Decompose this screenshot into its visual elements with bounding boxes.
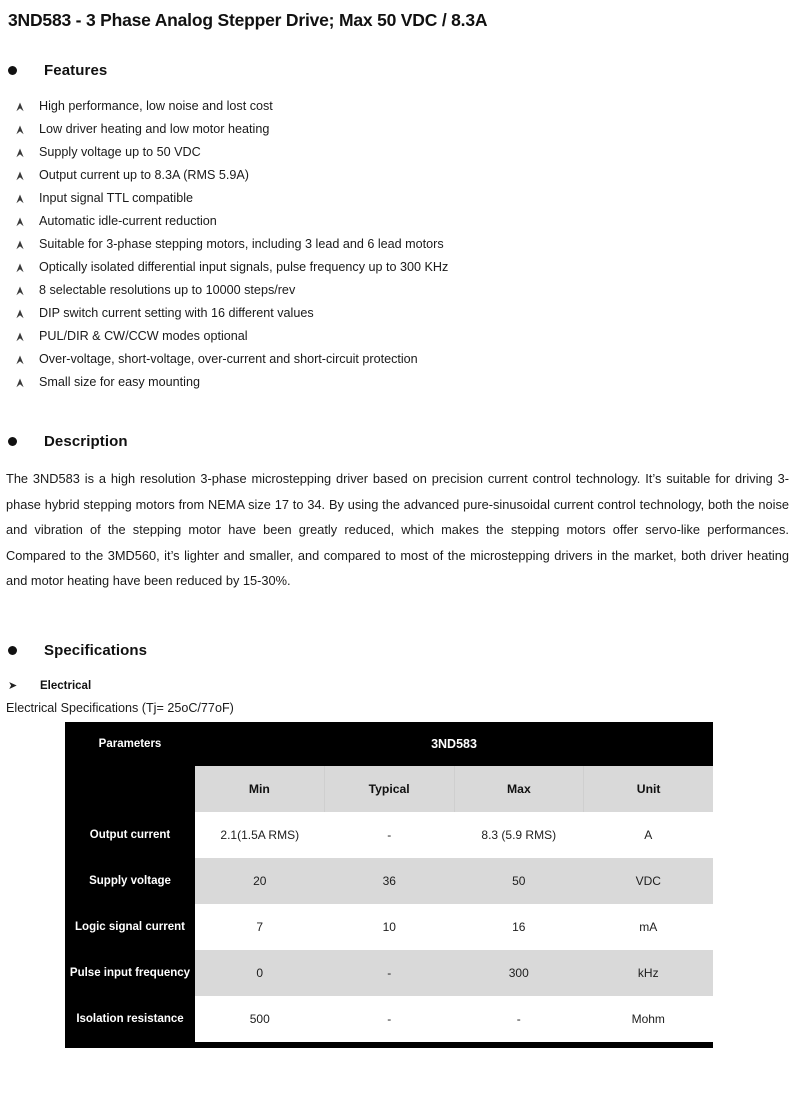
table-cell: mA [639, 920, 658, 934]
table-row [65, 858, 713, 904]
table-row-parameter: Output current [65, 812, 195, 858]
table-row [65, 812, 713, 858]
table-parameters-header-spacer [65, 766, 195, 812]
arrow-up-bullet-icon [15, 164, 27, 187]
table-cell: 7 [256, 920, 264, 934]
arrow-up-bullet-icon [15, 256, 27, 279]
table-cell: 20 [253, 874, 267, 888]
feature-list-item [0, 233, 700, 256]
table-cell: 8.3 (5.9 RMS) [481, 828, 557, 842]
arrow-up-bullet-icon [15, 325, 27, 348]
table-row-parameter: Logic signal current [65, 904, 195, 950]
table-row-parameter: Supply voltage [65, 858, 195, 904]
table-column-header: Max [454, 766, 584, 812]
table-row [65, 996, 713, 1042]
feature-list-item [0, 118, 700, 141]
arrow-up-bullet-icon [15, 95, 27, 118]
table-cell: 300 [508, 966, 529, 980]
sub-heading-label: Electrical [40, 680, 92, 692]
feature-list-item [0, 325, 700, 348]
arrow-up-bullet-icon [15, 348, 27, 371]
table-column-header: Unit [583, 766, 713, 812]
feature-list-item-label: Output current up to 8.3A (RMS 5.9A) [39, 168, 249, 182]
table-row [65, 950, 713, 996]
feature-list-item-label: Small size for easy mounting [39, 375, 200, 389]
feature-list-item-label: PUL/DIR & CW/CCW modes optional [39, 329, 248, 343]
description-paragraph: The 3ND583 is a high resolution 3-phase microstepping driver based on precision current control technology. It’s suitable for driving 3-phase hybrid stepping motors from NEMA size 17 to 34. By using the advanced pure-sinusoidal current control technology, both the noise and vibration of the stepping motor have been greatly reduced, which makes the stepping motors offer servo-like performances. Compared to the 3MD560, it’s lighter and smaller, and compared to most of the microstepping drivers in the market, both driver heating and motor heating have been reduced by 15-30%. [6, 471, 789, 588]
table-cell: - [387, 1012, 392, 1026]
feature-list-item [0, 141, 700, 164]
table-header-row [65, 722, 713, 766]
table-subheader-cells [195, 766, 713, 812]
table-cell: 10 [382, 920, 396, 934]
section-heading-specifications [8, 642, 147, 659]
feature-list-item-label: Input signal TTL compatible [39, 191, 194, 205]
feature-list-item-label: DIP switch current setting with 16 different values [39, 306, 314, 320]
table-row-parameter: Isolation resistance [65, 996, 195, 1042]
table-cell: VDC [635, 874, 661, 888]
arrow-up-bullet-icon [15, 302, 27, 325]
feature-list-item [0, 256, 700, 279]
table-model-header: 3ND583 [195, 722, 713, 766]
feature-list-item-label: 8 selectable resolutions up to 10000 steps/rev [39, 283, 296, 297]
table-row-cells [195, 812, 713, 858]
feature-list-item [0, 164, 700, 187]
arrow-up-bullet-icon [15, 118, 27, 141]
table-cell: 50 [512, 874, 526, 888]
feature-list-item-label: Automatic idle-current reduction [39, 214, 217, 228]
section-heading-label: Features [44, 62, 108, 79]
feature-list-item [0, 210, 700, 233]
filled-circle-bullet-icon [8, 646, 17, 655]
feature-list-item-label: Low driver heating and low motor heating [39, 122, 270, 136]
table-row-cells [195, 904, 713, 950]
spec-table-caption: Electrical Specifications (Tj= 25oC/77oF) [6, 701, 234, 715]
arrow-up-bullet-icon [15, 279, 27, 302]
feature-list-item [0, 279, 700, 302]
table-cell: 0 [256, 966, 264, 980]
table-parameters-header: Parameters [65, 722, 195, 766]
table-row-parameter: Pulse input frequency [65, 950, 195, 996]
electrical-specifications-table [65, 722, 713, 1048]
section-heading-label: Description [44, 433, 128, 450]
table-cell: - [387, 828, 392, 842]
section-heading-features [8, 62, 107, 79]
table-row-cells [195, 858, 713, 904]
table-cell: - [387, 966, 392, 980]
features-list [0, 95, 700, 394]
feature-list-item-label: Over-voltage, short-voltage, over-current and short-circuit protection [39, 352, 418, 366]
feature-list-item-label: Suitable for 3-phase stepping motors, including 3 lead and 6 lead motors [39, 237, 444, 251]
feature-list-item-label: Supply voltage up to 50 VDC [39, 145, 201, 159]
page-title: 3ND583 - 3 Phase Analog Stepper Drive; Max 50 VDC / 8.3A [8, 10, 488, 30]
table-cell: 16 [512, 920, 526, 934]
feature-list-item [0, 95, 700, 118]
feature-list-item [0, 302, 700, 325]
arrow-right-bullet-icon: ➤ [8, 680, 18, 692]
table-cell: - [516, 1012, 521, 1026]
table-cell: A [644, 828, 653, 842]
feature-list-item [0, 371, 700, 394]
feature-list-item-label: Optically isolated differential input signals, pulse frequency up to 300 KHz [39, 260, 449, 274]
feature-list-item-label: High performance, low noise and lost cost [39, 99, 273, 113]
table-row [65, 904, 713, 950]
table-cell: kHz [637, 966, 659, 980]
feature-list-item [0, 348, 700, 371]
arrow-up-bullet-icon [15, 371, 27, 394]
arrow-up-bullet-icon [15, 141, 27, 164]
table-cell: 36 [382, 874, 396, 888]
feature-list-item [0, 187, 700, 210]
table-cell: 500 [249, 1012, 270, 1026]
table-column-header: Typical [324, 766, 454, 812]
table-row-cells [195, 950, 713, 996]
table-subheader-row [65, 766, 713, 812]
arrow-up-bullet-icon [15, 187, 27, 210]
arrow-up-bullet-icon [15, 210, 27, 233]
filled-circle-bullet-icon [8, 437, 17, 446]
arrow-up-bullet-icon [15, 233, 27, 256]
table-cell: Mohm [631, 1012, 665, 1026]
section-heading-description [8, 433, 128, 450]
filled-circle-bullet-icon [8, 66, 17, 75]
table-column-header: Min [248, 782, 270, 796]
table-cell: 2.1(1.5A RMS) [220, 828, 300, 842]
section-heading-label: Specifications [44, 642, 148, 659]
table-row-cells [195, 996, 713, 1042]
sub-heading-electrical [8, 679, 91, 693]
table-body [65, 812, 713, 1042]
